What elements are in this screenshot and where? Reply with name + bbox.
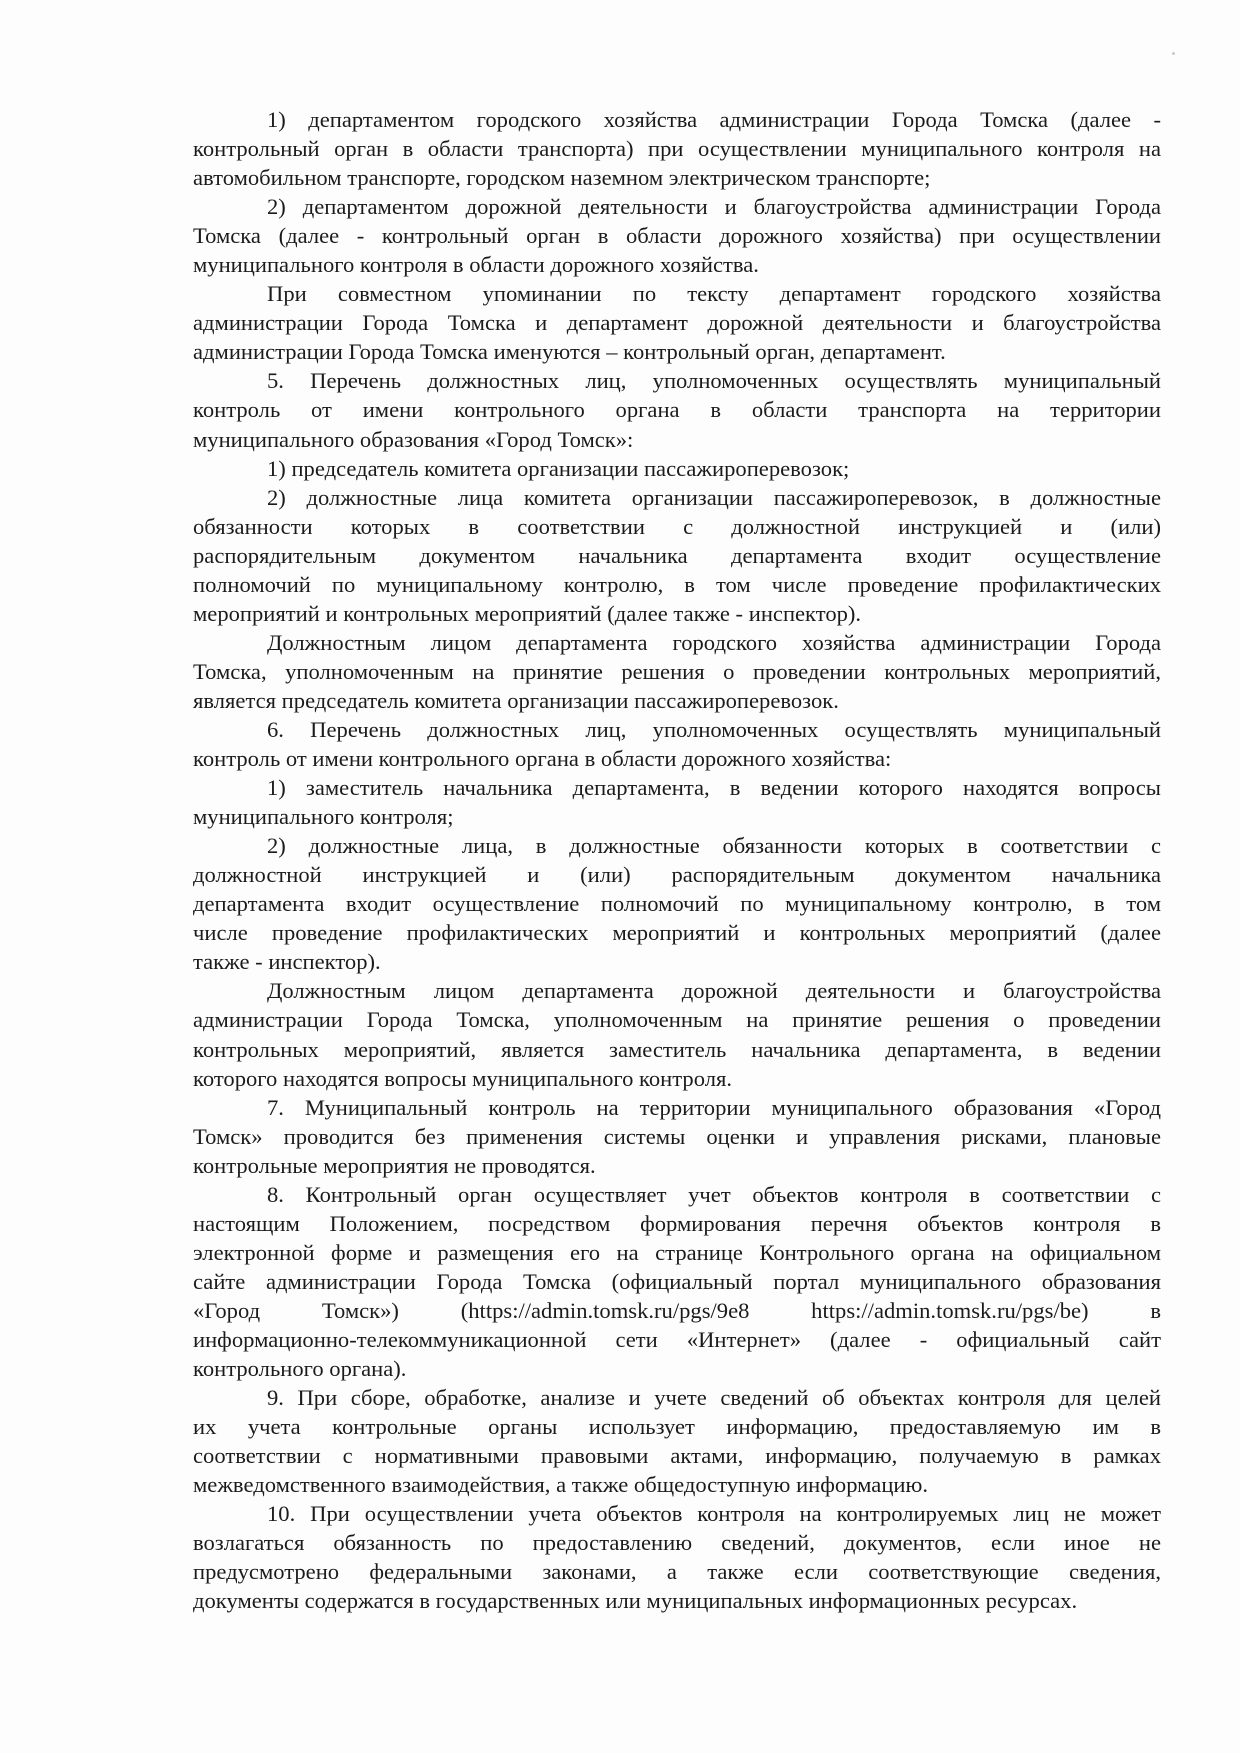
paragraph <box>193 773 1161 831</box>
paragraph <box>193 1093 1161 1180</box>
paragraph <box>193 628 1161 715</box>
paragraph-line: 8. Контрольный орган осуществляет учет объектов контроля в соответствии с <box>267 1181 1161 1207</box>
paragraph <box>193 483 1161 628</box>
paragraph <box>193 454 1161 483</box>
paragraph-line: соответствии с нормативными правовыми актами, информацию, получаемую в рамках <box>193 1443 1161 1469</box>
paragraph-line: возлагаться обязанность по предоставлению сведений, документов, если иное не <box>193 1530 1161 1556</box>
paragraph-line: должностной инструкцией и (или) распорядительным документом начальника <box>193 862 1161 888</box>
paragraph-line: Томска, уполномоченным на принятие решения о проведении контрольных мероприятий, <box>193 658 1161 684</box>
paragraph-line: «Город Томск») (https://admin.tomsk.ru/pgs/9e8 https://admin.tomsk.ru/pgs/be) в <box>193 1297 1161 1323</box>
paragraph-line: полномочий по муниципальному контролю, в том числе проведение профилактических <box>193 571 1161 597</box>
paragraph-line: 6. Перечень должностных лиц, уполномоченных осуществлять муниципальный <box>267 716 1161 742</box>
paragraph-line: которого находятся вопросы муниципального контроля. <box>193 1065 733 1091</box>
paragraph-line: контрольных мероприятий, является заместитель начальника департамента, в ведении <box>193 1036 1161 1062</box>
paragraph-line: муниципального образования «Город Томск»: <box>193 426 634 452</box>
paragraph-line: контрольные мероприятия не проводятся. <box>193 1152 596 1178</box>
paragraph-line: администрации Города Томска именуются – контрольный орган, департамент. <box>193 339 946 365</box>
paragraph-line: информационно-телекоммуникационной сети «Интернет» (далее - официальный сайт <box>193 1326 1161 1352</box>
document-body <box>193 105 1161 1615</box>
paragraph-line: сайте администрации Города Томска (официальный портал муниципального образования <box>193 1268 1161 1294</box>
paragraph-line: 7. Муниципальный контроль на территории муниципального образования «Город <box>267 1094 1161 1120</box>
paragraph <box>193 715 1161 773</box>
paragraph-line: Должностным лицом департамента дорожной деятельности и благоустройства <box>267 978 1161 1004</box>
paragraph-line: настоящим Положением, посредством формирования перечня объектов контроля в <box>193 1210 1161 1236</box>
paragraph-line: является председатель комитета организации пассажироперевозок. <box>193 687 839 713</box>
paragraph-line: Должностным лицом департамента городского хозяйства администрации Города <box>267 629 1161 655</box>
paragraph-line: 2) должностные лица, в должностные обязанности которых в соответствии с <box>267 833 1161 859</box>
scan-speck <box>1172 52 1175 55</box>
paragraph-line: числе проведение профилактических мероприятий и контрольных мероприятий (далее <box>193 920 1161 946</box>
paragraph <box>193 366 1161 453</box>
paragraph-line: распорядительным документом начальника департамента входит осуществление <box>193 542 1161 568</box>
paragraph-line: 1) председатель комитета организации пассажироперевозок; <box>267 455 850 481</box>
paragraph-line: 1) департаментом городского хозяйства администрации Города Томска (далее - <box>267 107 1161 132</box>
paragraph <box>193 192 1161 279</box>
paragraph-line: также - инспектор). <box>193 949 381 975</box>
paragraph-line: контрольный орган в области транспорта) при осуществлении муниципального контроля на <box>193 136 1161 162</box>
paragraph-line: муниципального контроля; <box>193 804 454 830</box>
paragraph-line: документы содержатся в государственных или муниципальных информационных ресурсах. <box>193 1588 1078 1614</box>
paragraph-line: муниципального контроля в области дорожного хозяйства. <box>193 252 759 278</box>
paragraph-line: При совместном упоминании по тексту департамент городского хозяйства <box>267 281 1161 307</box>
paragraph-line: администрации Города Томска, уполномоченным на принятие решения о проведении <box>193 1007 1161 1033</box>
paragraph-line: 2) департаментом дорожной деятельности и благоустройства администрации Города <box>267 194 1161 220</box>
paragraph-line: предусмотрено федеральными законами, а также если соответствующие сведения, <box>193 1559 1161 1585</box>
paragraph-line: Томска (далее - контрольный орган в области дорожного хозяйства) при осуществлении <box>193 223 1161 249</box>
paragraph-line: 9. При сборе, обработке, анализе и учете сведений об объектах контроля для целей <box>267 1385 1161 1411</box>
paragraph-line: обязанности которых в соответствии с должностной инструкцией и (или) <box>193 513 1161 539</box>
paragraph-line: их учета контрольные органы использует информацию, предоставляемую им в <box>193 1414 1161 1440</box>
paragraph <box>193 1383 1161 1499</box>
paragraph <box>193 1180 1161 1383</box>
paragraph-line: Томск» проводится без применения системы оценки и управления рисками, плановые <box>193 1123 1161 1149</box>
paragraph-line: автомобильном транспорте, городском наземном электрическом транспорте; <box>193 165 931 191</box>
paragraph <box>193 1499 1161 1615</box>
paragraph-line: мероприятий и контрольных мероприятий (далее также - инспектор). <box>193 600 862 626</box>
paragraph-line: департамента входит осуществление полномочий по муниципальному контролю, в том <box>193 891 1161 917</box>
paragraph-line: 2) должностные лица комитета организации пассажироперевозок, в должностные <box>267 484 1161 510</box>
paragraph-line: межведомственного взаимодействия, а также общедоступную информацию. <box>193 1472 929 1498</box>
paragraph-line: 1) заместитель начальника департамента, в ведении которого находятся вопросы <box>267 775 1161 801</box>
paragraph <box>193 831 1161 976</box>
paragraph <box>193 105 1161 192</box>
paragraph <box>193 279 1161 366</box>
paragraph-line: контроль от имени контрольного органа в области транспорта на территории <box>193 397 1161 423</box>
paragraph-line: 5. Перечень должностных лиц, уполномоченных осуществлять муниципальный <box>267 368 1161 394</box>
paragraph-line: 10. При осуществлении учета объектов контроля на контролируемых лиц не может <box>267 1501 1161 1527</box>
paragraph-line: электронной форме и размещения его на странице Контрольного органа на официальном <box>193 1239 1161 1265</box>
paragraph-line: администрации Города Томска и департамент дорожной деятельности и благоустройства <box>193 310 1161 336</box>
paragraph-line: контроль от имени контрольного органа в области дорожного хозяйства: <box>193 746 892 772</box>
paragraph <box>193 976 1161 1092</box>
paragraph-line: контрольного органа). <box>193 1356 407 1382</box>
